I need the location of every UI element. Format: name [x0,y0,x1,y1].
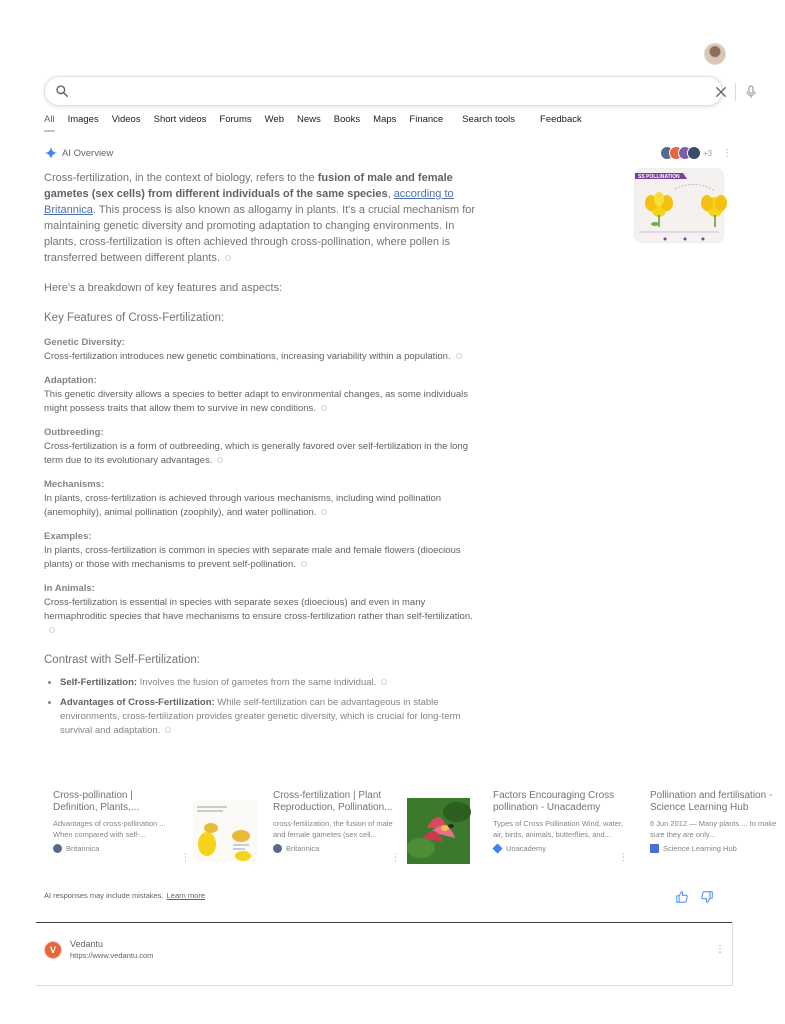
feature-text: Cross-fertilization introduces new genetic combinations, increasing variability within a population. [44,350,479,364]
source-count: +3 [703,148,713,158]
feedback-button[interactable]: Feedback [540,114,582,125]
source-card[interactable] [53,790,253,870]
feature-text: In plants, cross-fertilization is achieved through various mechanisms, including wind pollination (anemophily), animal pollination (zoophily), and water pollination. [44,493,442,518]
result-site-name[interactable]: Vedantu [70,939,104,949]
more-options-icon[interactable]: ⋮ [391,852,400,862]
feature-title: In Animals: [44,583,95,594]
tab-maps[interactable]: Maps [373,114,397,125]
pollination-diagram-thumbnail[interactable] [634,168,724,243]
source-card[interactable] [273,790,473,870]
search-input[interactable] [79,82,679,102]
science-learning-hub-icon [650,844,659,853]
contrast-list [44,676,479,738]
link-icon[interactable] [164,726,172,734]
ai-overview-intro: Cross-fertilization, in the context of biology, refers to the fusion of male and female gametes (sex cells) from different individuals of the same species, according to Britannica. This process is also known as allogamy in plants. It's a crucial mechanism for maintaining genetic diversity and promoting adaptation to changing environments. In plants, cross-fertilization is often achieved through cross-pollination, where pollen is transferred between different plants. [44,172,476,264]
link-icon[interactable] [216,456,224,464]
britannica-citation-link[interactable]: according to Britannica [44,188,454,216]
feature-title: Examples: [44,531,92,542]
source-favicons[interactable] [660,146,732,160]
source-cards [44,790,777,870]
search-tabs [44,114,595,134]
card-thumbnail [407,798,470,864]
link-icon[interactable] [454,352,462,360]
link-icon[interactable] [320,508,328,516]
tab-news[interactable]: News [297,114,321,125]
feature-text: Cross-fertilization is essential in species with separate sexes (dioecious) and even in many hermaphroditic species that have mechanisms to ensure cross-fertilization rather than self-fertilization. [44,596,479,638]
search-bar [44,76,723,106]
feature-title: Outbreeding: [44,427,104,438]
feature-text: This genetic diversity allows a species to better adapt to environmental changes, as some individuals might possess traits that allow them to survive in new conditions. [44,389,469,414]
vedantu-logo-icon: V [44,941,62,959]
ai-disclaimer: AI responses may include mistakes. Learn more [44,891,205,900]
card-snippet: Types of Cross Pollination Wind, water, air, birds, animals, butterflies, and... [493,819,624,839]
breakdown-text: Here's a breakdown of key features and aspects: [44,282,283,294]
tab-finance[interactable]: Finance [409,114,444,125]
feature-title: Adaptation: [44,375,97,386]
card-source: Britannica [53,844,178,853]
card-title: Pollination and fertilisation - Science Learning Hub [650,790,773,813]
ai-overview-header [44,146,113,160]
link-icon[interactable] [380,678,388,686]
more-options-icon[interactable]: ⋮ [619,852,628,862]
britannica-icon [53,844,62,853]
clear-icon[interactable] [713,84,729,100]
feature-text: Cross-fertilization is a form of outbreeding, which is generally favored over self-fertilization in the long term due to its evolutionary advantages. [44,441,469,466]
more-options-icon[interactable]: ⋮ [181,852,190,862]
link-icon[interactable] [224,254,232,262]
more-options-icon[interactable]: ⋮ [715,944,725,955]
link-icon[interactable] [48,626,56,634]
card-source: Britannica [273,844,398,853]
mic-icon[interactable] [743,83,759,101]
tab-videos[interactable]: Videos [111,114,141,125]
source-card[interactable] [493,790,633,870]
feature-title: Mechanisms: [44,479,105,490]
search-divider [735,83,736,101]
card-thumbnail [193,800,258,862]
tab-web[interactable]: Web [264,114,284,125]
unacademy-icon [492,843,502,853]
card-snippet: Advantages of cross-pollination ... When compared with self-... [53,819,166,839]
card-source: Science Learning Hub [650,844,785,853]
ai-overview-label: AI Overview [62,147,114,159]
tab-images[interactable]: Images [67,114,99,125]
feature-title: Genetic Diversity: [44,337,125,348]
link-icon[interactable] [300,560,308,568]
thumbs-up-icon[interactable] [675,890,689,904]
section-divider [36,922,733,923]
thumbs-down-icon[interactable] [700,890,714,904]
contrast-heading: Contrast with Self-Fertilization: [44,654,200,666]
source-card[interactable] [650,790,777,870]
feature-text: In plants, cross-fertilization is common in species with separate male and female flowers (dioecious plants) or those with mechanisms to prevent self-pollination. [44,545,461,570]
link-icon[interactable] [320,404,328,412]
card-title: Cross-fertilization | Plant Reproduction, Pollination... [273,790,393,813]
list-item: • Self-Fertilization: Involves the fusion of gametes from the same individual. [60,676,479,690]
search-icon[interactable] [55,84,69,98]
search-result-vedantu[interactable] [44,938,153,961]
more-options-icon[interactable]: ⋮ [722,147,733,159]
result-border [732,922,733,986]
tab-forums[interactable]: Forums [219,114,252,125]
sparkle-icon [44,146,58,160]
card-title: Cross-pollination | Definition, Plants,... [53,790,140,813]
thumb-caption: SS POLLINATION [638,174,680,180]
account-avatar[interactable] [704,43,726,65]
card-source: Unacademy [493,844,628,853]
ai-overview-body [44,170,479,744]
tab-books[interactable]: Books [333,114,361,125]
key-features-heading: Key Features of Cross-Fertilization: [44,312,225,324]
source-favicon [687,146,701,160]
card-snippet: 6 Jun 2012 — Many plants ... to make sure they are only... [650,819,777,839]
tab-all[interactable]: All [44,114,55,134]
learn-more-link[interactable]: Learn more [166,891,205,900]
list-item: • Advantages of Cross-Fertilization: While self-fertilization can be advantageous in stable environments, cross-fertilization provides greater genetic diversity, which is crucial for long-term survival and adaptation. [60,696,479,738]
card-title: Factors Encouraging Cross pollination - Unacademy [493,790,615,813]
result-url[interactable]: https://www.vedantu.com [70,951,154,960]
search-tools-button[interactable]: Search tools [462,114,516,125]
tab-short-videos[interactable]: Short videos [153,114,207,125]
britannica-icon [273,844,282,853]
card-snippet: cross-fertilization, the fusion of male and female gametes (sex cell... [273,819,393,839]
bottom-divider [36,985,733,986]
